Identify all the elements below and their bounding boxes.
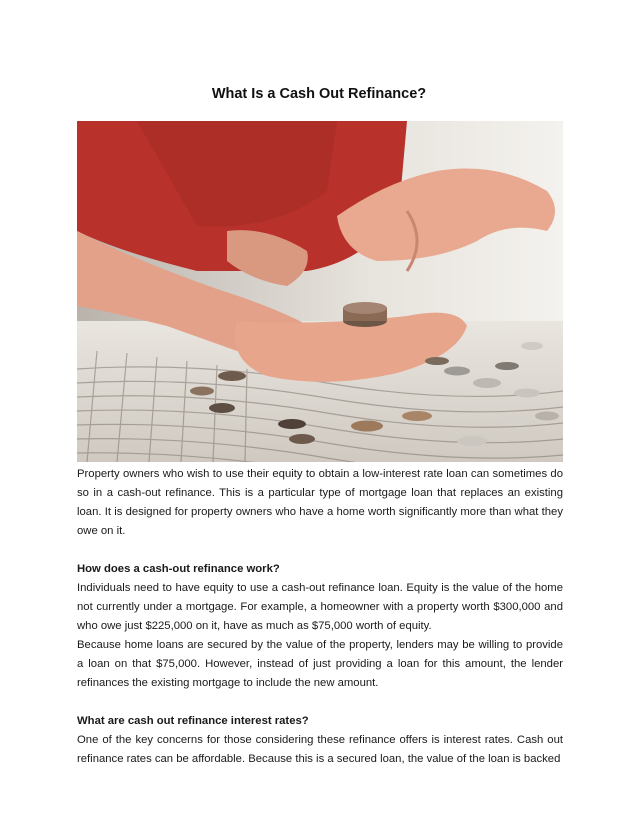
page-title: What Is a Cash Out Refinance? [211,86,427,102]
hands-with-coins-photo [77,121,563,462]
article-body [77,465,563,769]
section-heading: What are cash out refinance interest rates? [77,715,309,727]
section-paragraph: One of the key concerns for those considering these refinance offers is interest rates. Cash out refinance rates can be affordable. Because this is a secured loan, the value of the loan is backed [77,734,563,765]
section-paragraph: Individuals need to have equity to use a cash-out refinance loan. Equity is the value of the home not currently under a mortgage. For example, a homeowner with a property worth $300,000 and who owe just $225,000 on it, have as much as $75,000 worth of equity. [77,582,563,632]
section-heading: How does a cash-out refinance work? [77,563,280,575]
section-paragraph: Because home loans are secured by the value of the property, lenders may be willing to provide a loan on that $75,000. However, instead of just providing a loan for this amount, the lender refinances the existing mortgage to include the new amount. [77,639,563,689]
intro-paragraph: Property owners who wish to use their equity to obtain a low-interest rate loan can sometimes do so in a cash-out refinance. This is a particular type of mortgage loan that replaces an existing loan. It is designed for property owners who have a home worth significantly more than what they owe on it. [77,468,563,537]
